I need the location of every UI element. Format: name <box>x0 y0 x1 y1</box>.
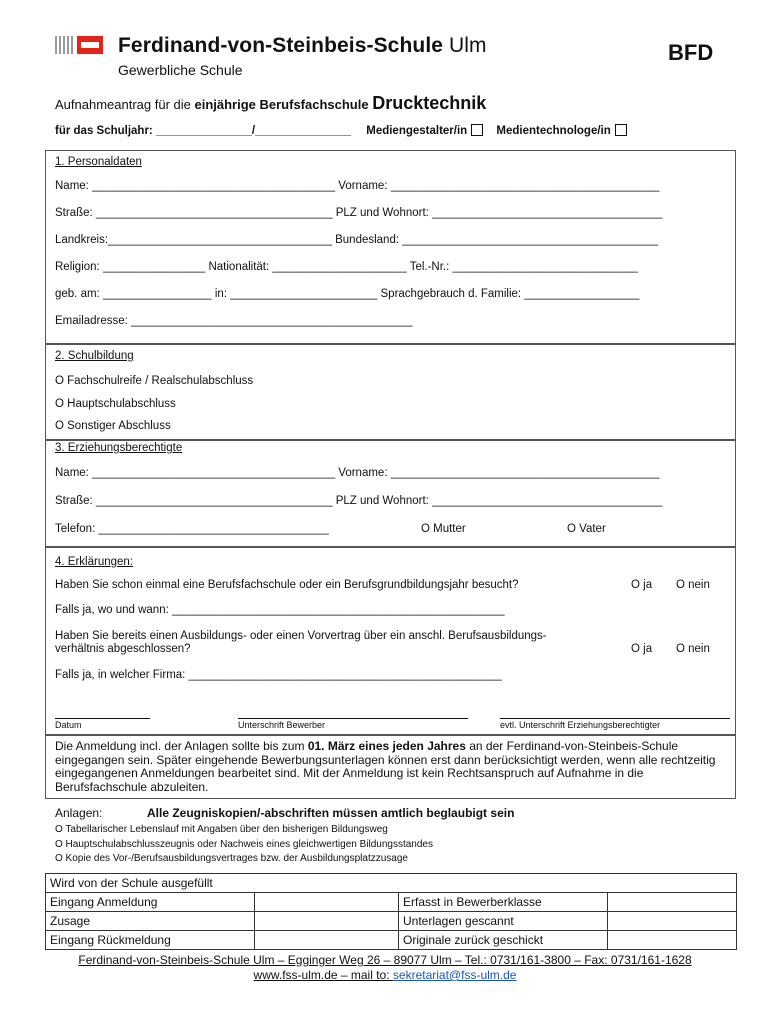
anlagen-label: Anlagen: <box>55 806 103 820</box>
office-cell-label: Zusage <box>46 912 255 931</box>
s1-street-line[interactable]: Straße: _____________________________________ PLZ und Wohnort: ____________________________________ <box>55 207 663 219</box>
s1-email-line[interactable]: Emailadresse: ____________________________________________ <box>55 315 413 327</box>
office-cell-label: Erfasst in Bewerberklasse <box>399 893 608 912</box>
s3-street-line[interactable]: Straße: _____________________________________ PLZ und Wohnort: ____________________________________ <box>55 495 663 507</box>
office-cell-label: Eingang Anmeldung <box>46 893 255 912</box>
s4-q1-ja[interactable]: O ja <box>631 579 653 591</box>
signature-guardian[interactable]: evtl. Unterschrift Erziehungsberechtigter <box>500 718 730 730</box>
footer-address: Ferdinand-von-Steinbeis-Schule Ulm – Egginger Weg 26 – 89077 Ulm – Tel.: 0731/161-3800 – Fax: 0731/161-1628 <box>78 953 692 967</box>
s3-name-line[interactable]: Name: ______________________________________ Vorname: __________________________________________ <box>55 467 660 479</box>
anlagen-item[interactable]: O Hauptschulabschlusszeugnis oder Nachweis eines gleichwertigen Bildungsstandes <box>55 838 433 850</box>
s1-heading: 1. Personaldaten <box>55 156 142 168</box>
school-subtitle: Gewerbliche Schule <box>118 62 243 78</box>
email-link[interactable]: sekretariat@fss-ulm.de <box>392 968 517 982</box>
s1-name-line[interactable]: Name: ______________________________________ Vorname: __________________________________________ <box>55 180 660 192</box>
s2-heading: 2. Schulbildung <box>55 350 134 362</box>
office-cell-label: Originale zurück geschickt <box>399 931 608 950</box>
office-cell-value[interactable] <box>255 912 399 931</box>
anlagen-list <box>55 823 433 867</box>
office-cell-value[interactable] <box>608 893 737 912</box>
office-cell-label: Unterlagen gescannt <box>399 912 608 931</box>
anlagen-item[interactable]: O Kopie des Vor-/Berufsausbildungsvertrages bzw. der Ausbildungsplatzzusage <box>55 853 408 864</box>
s2-option-realschule[interactable]: O Fachschulreife / Realschulabschluss <box>55 375 254 387</box>
office-cell-value[interactable] <box>608 912 737 931</box>
s3-phone-line[interactable]: Telefon: ____________________________________ <box>55 523 329 535</box>
signature-applicant[interactable]: Unterschrift Bewerber <box>238 718 468 730</box>
s3-vater-option[interactable]: O Vater <box>567 523 606 535</box>
s4-q2-ja[interactable]: O ja <box>631 643 653 655</box>
school-logo <box>55 34 103 56</box>
s4-question2b: verhältnis abgeschlossen? <box>55 643 191 655</box>
s4-question1: Haben Sie schon einmal eine Berufsfachschule oder ein Berufsgrundbildungsjahr besucht? <box>55 579 519 591</box>
s4-q1-nein[interactable]: O nein <box>676 579 710 591</box>
s2-option-sonstiger[interactable]: O Sonstiger Abschluss <box>55 420 171 432</box>
s1-district-line[interactable]: Landkreis:___________________________________ Bundesland: ________________________________________ <box>55 234 659 246</box>
anlagen-requirement: Alle Zeugniskopien/-abschriften müssen amtlich beglaubigt sein <box>147 806 515 820</box>
school-name: Ferdinand-von-Steinbeis-Schule Ulm <box>118 34 487 57</box>
s1-religion-line[interactable]: Religion: ________________ Nationalität: _____________________ Tel.-Nr.: _____________________________ <box>55 261 638 273</box>
deadline-note: Die Anmeldung incl. der Anlagen sollte bis zum 01. März eines jeden Jahres an der Ferdinand-von-Steinbeis-Schule eingegangen sein. Später eingehende Bewerbungsunterlagen können erst dann berücksichtigt werden, wenn alle rechtzeitig eingegangenen Anmeldungen bearbeitet sind. Mit der Anmeldung ist kein Rechtsanspruch auf Aufnahme in die Berufsfachschule abzuleiten. <box>55 739 716 794</box>
anlagen-item[interactable]: O Tabellarischer Lebenslauf mit Angaben über den bisherigen Bildungsweg <box>55 824 388 835</box>
option1-checkbox[interactable] <box>471 124 483 136</box>
form-code: BFD <box>668 40 714 65</box>
s4-heading: 4. Erklärungen: <box>55 556 133 568</box>
s4-question2a: Haben Sie bereits einen Ausbildungs- oder einen Vorvertrag über ein anschl. Berufsausbildungs- <box>55 630 547 642</box>
school-year-line: für das Schuljahr: _______________/_______________ Mediengestalter/in Medientechnologe/in <box>55 124 627 137</box>
s1-birth-line[interactable]: geb. am: _________________ in: _______________________ Sprachgebrauch d. Familie: __________________ <box>55 288 640 300</box>
s4-q2-nein[interactable]: O nein <box>676 643 710 655</box>
office-heading: Wird von der Schule ausgefüllt <box>46 874 737 893</box>
s3-heading: 3. Erziehungsberechtigte <box>55 442 183 454</box>
form-title: Aufnahmeantrag für die einjährige Berufsfachschule Drucktechnik <box>55 93 487 113</box>
footer-contact: www.fss-ulm.de – mail to: sekretariat@fss-ulm.de <box>253 968 517 982</box>
office-cell-label: Eingang Rückmeldung <box>46 931 255 950</box>
signature-date[interactable]: Datum <box>55 718 150 730</box>
office-cell-value[interactable] <box>255 893 399 912</box>
office-cell-value[interactable] <box>255 931 399 950</box>
s2-option-hauptschule[interactable]: O Hauptschulabschluss <box>55 398 176 410</box>
office-cell-value[interactable] <box>608 931 737 950</box>
s3-mutter-option[interactable]: O Mutter <box>421 523 466 535</box>
s4-falls2-line[interactable]: Falls ja, in welcher Firma: _________________________________________________ <box>55 669 502 681</box>
office-use-table <box>45 873 737 950</box>
s4-falls1-line[interactable]: Falls ja, wo und wann: ____________________________________________________ <box>55 604 505 616</box>
option2-checkbox[interactable] <box>615 124 627 136</box>
